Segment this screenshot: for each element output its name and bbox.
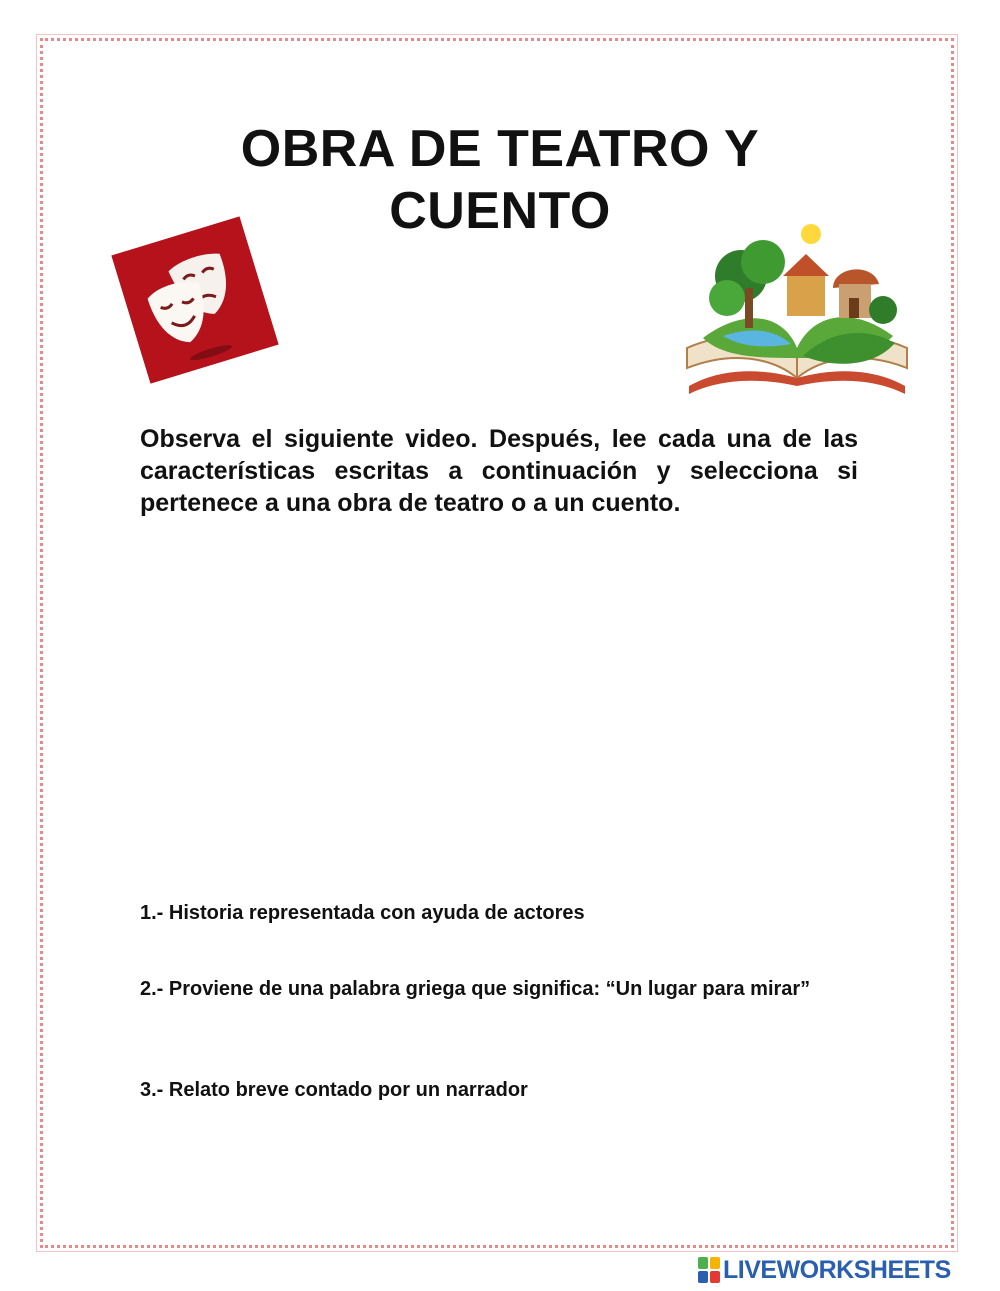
- instructions-text: Observa el siguiente video. Después, lee cada una de las características escritas a continuación y selecciona si pertenece a una obra de teatro o a un cuento.: [140, 425, 858, 517]
- question-item: 1.- Historia representada con ayuda de actores: [140, 902, 585, 924]
- theater-masks-icon: [100, 205, 290, 395]
- brand-name: LIVEWORKSHEETS: [723, 1255, 951, 1284]
- question-item: 3.- Relato breve contado por un narrador: [140, 1079, 528, 1101]
- storybook-illustration: [683, 218, 911, 408]
- question-item: 2.- Proviene de una palabra griega que significa: “Un lugar para mirar”: [140, 978, 811, 1000]
- liveworksheets-logo-icon: [698, 1257, 720, 1283]
- liveworksheets-brand[interactable]: [698, 1255, 951, 1285]
- page-title: OBRA DE TEATRO Y CUENTO: [240, 120, 760, 240]
- video-placeholder[interactable]: [140, 580, 858, 880]
